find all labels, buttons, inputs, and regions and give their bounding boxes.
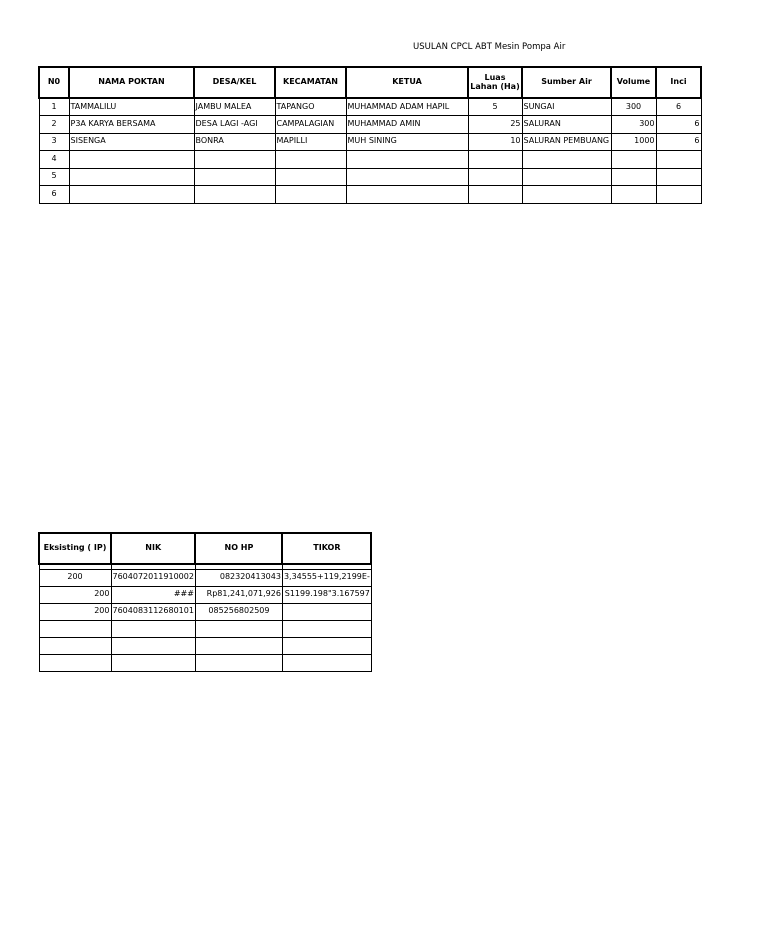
cell-kecamatan bbox=[275, 186, 346, 204]
table-row bbox=[39, 133, 701, 151]
cell-desa bbox=[194, 186, 275, 204]
cell-tikor bbox=[282, 620, 371, 637]
cell-ketua: MUHAMMAD ADAM HAPIL bbox=[346, 98, 468, 116]
table-header-row bbox=[39, 67, 701, 98]
cell-eksisting: 200 bbox=[39, 603, 111, 620]
header-inci: Inci bbox=[656, 67, 701, 98]
table-row bbox=[39, 620, 371, 637]
cell-desa: DESA LAGI -AGI bbox=[194, 116, 275, 134]
cell-no-hp bbox=[195, 654, 282, 671]
cell-tikor: -3,34555+119,2199E bbox=[282, 569, 371, 586]
cell-no: 1 bbox=[39, 98, 69, 116]
cell-luas: 10 bbox=[468, 133, 522, 151]
cell-nik: ### bbox=[111, 586, 195, 603]
table-row bbox=[39, 168, 701, 186]
cell-no-hp bbox=[195, 637, 282, 654]
cell-luas: 25 bbox=[468, 116, 522, 134]
header-luas-line1: Luas bbox=[484, 73, 506, 83]
cell-nama bbox=[69, 168, 194, 186]
header-luas-lahan bbox=[468, 67, 522, 98]
cell-no: 5 bbox=[39, 168, 69, 186]
cell-eksisting bbox=[39, 654, 111, 671]
header-no: N0 bbox=[39, 67, 69, 98]
cell-volume bbox=[611, 168, 656, 186]
header-tikor: TIKOR bbox=[282, 533, 371, 564]
cell-nik: 7604083112680101 bbox=[111, 603, 195, 620]
header-kecamatan: KECAMATAN bbox=[275, 67, 346, 98]
cell-ketua bbox=[346, 186, 468, 204]
table-header-row bbox=[39, 533, 371, 564]
table-row bbox=[39, 586, 371, 603]
cell-inci: 6 bbox=[656, 98, 701, 116]
header-eksisting: Eksisting ( IP) bbox=[39, 533, 111, 564]
cell-sumber: SUNGAI bbox=[522, 98, 611, 116]
header-volume: Volume bbox=[611, 67, 656, 98]
cell-kecamatan: CAMPALAGIAN bbox=[275, 116, 346, 134]
table-row bbox=[39, 186, 701, 204]
cell-inci: 6 bbox=[656, 133, 701, 151]
cell-nama: P3A KARYA BERSAMA bbox=[69, 116, 194, 134]
cell-kecamatan: TAPANGO bbox=[275, 98, 346, 116]
header-sumber-air: Sumber Air bbox=[522, 67, 611, 98]
cell-luas bbox=[468, 186, 522, 204]
cell-volume: 1000 bbox=[611, 133, 656, 151]
table-row bbox=[39, 98, 701, 116]
cell-nama: TAMMALILU bbox=[69, 98, 194, 116]
cell-nik bbox=[111, 620, 195, 637]
table-row bbox=[39, 569, 371, 586]
cell-ketua: MUHAMMAD AMIN bbox=[346, 116, 468, 134]
table-row bbox=[39, 151, 701, 169]
cell-kecamatan: MAPILLI bbox=[275, 133, 346, 151]
cell-ketua bbox=[346, 168, 468, 186]
cell-no-hp: 085256802509 bbox=[195, 603, 282, 620]
header-no-hp: NO HP bbox=[195, 533, 282, 564]
cell-luas bbox=[468, 151, 522, 169]
cell-no-hp: Rp81,241,071,926 bbox=[195, 586, 282, 603]
cell-nama: SISENGA bbox=[69, 133, 194, 151]
cell-volume: 300 bbox=[611, 116, 656, 134]
header-ketua: KETUA bbox=[346, 67, 468, 98]
cell-nama bbox=[69, 151, 194, 169]
table-row bbox=[39, 637, 371, 654]
cell-sumber: SALURAN PEMBUANG bbox=[522, 133, 611, 151]
cell-no: 4 bbox=[39, 151, 69, 169]
header-luas-line2: Lahan (Ha) bbox=[470, 81, 520, 91]
cell-eksisting: 200 bbox=[39, 569, 111, 586]
cell-ketua: MUH SINING bbox=[346, 133, 468, 151]
cell-tikor bbox=[282, 637, 371, 654]
cell-nama bbox=[69, 186, 194, 204]
cell-volume bbox=[611, 186, 656, 204]
header-nama-poktan: NAMA POKTAN bbox=[69, 67, 194, 98]
table-row bbox=[39, 116, 701, 134]
cell-no-hp bbox=[195, 620, 282, 637]
table-row bbox=[39, 654, 371, 671]
cell-sumber: SALURAN bbox=[522, 116, 611, 134]
cell-ketua bbox=[346, 151, 468, 169]
cell-no-hp: 082320413043 bbox=[195, 569, 282, 586]
cell-luas bbox=[468, 168, 522, 186]
cell-inci bbox=[656, 151, 701, 169]
cell-luas: 5 bbox=[468, 98, 522, 116]
cell-eksisting: 200 bbox=[39, 586, 111, 603]
cell-eksisting bbox=[39, 620, 111, 637]
cell-desa: JAMBU MALEA bbox=[194, 98, 275, 116]
cell-volume: 300 bbox=[611, 98, 656, 116]
cell-tikor bbox=[282, 654, 371, 671]
table-row bbox=[39, 603, 371, 620]
cell-desa bbox=[194, 151, 275, 169]
eksisting-table bbox=[38, 532, 372, 672]
cell-no: 2 bbox=[39, 116, 69, 134]
cell-inci bbox=[656, 168, 701, 186]
document-title: USULAN CPCL ABT Mesin Pompa Air bbox=[413, 42, 566, 52]
cell-inci: 6 bbox=[656, 116, 701, 134]
cell-desa bbox=[194, 168, 275, 186]
header-nik: NIK bbox=[111, 533, 195, 564]
cell-volume bbox=[611, 151, 656, 169]
header-desa-kel: DESA/KEL bbox=[194, 67, 275, 98]
cell-no: 3 bbox=[39, 133, 69, 151]
cpcl-table bbox=[38, 66, 702, 204]
cell-desa: BONRA bbox=[194, 133, 275, 151]
cell-no: 6 bbox=[39, 186, 69, 204]
cell-eksisting bbox=[39, 637, 111, 654]
cell-sumber bbox=[522, 186, 611, 204]
cell-sumber bbox=[522, 151, 611, 169]
cell-tikor: 3.167597"S1199.198 bbox=[282, 586, 371, 603]
cell-sumber bbox=[522, 168, 611, 186]
cell-nik bbox=[111, 654, 195, 671]
cell-tikor bbox=[282, 603, 371, 620]
cell-nik bbox=[111, 637, 195, 654]
cell-kecamatan bbox=[275, 151, 346, 169]
cell-inci bbox=[656, 186, 701, 204]
cell-nik: 7604072011910002 bbox=[111, 569, 195, 586]
cell-kecamatan bbox=[275, 168, 346, 186]
